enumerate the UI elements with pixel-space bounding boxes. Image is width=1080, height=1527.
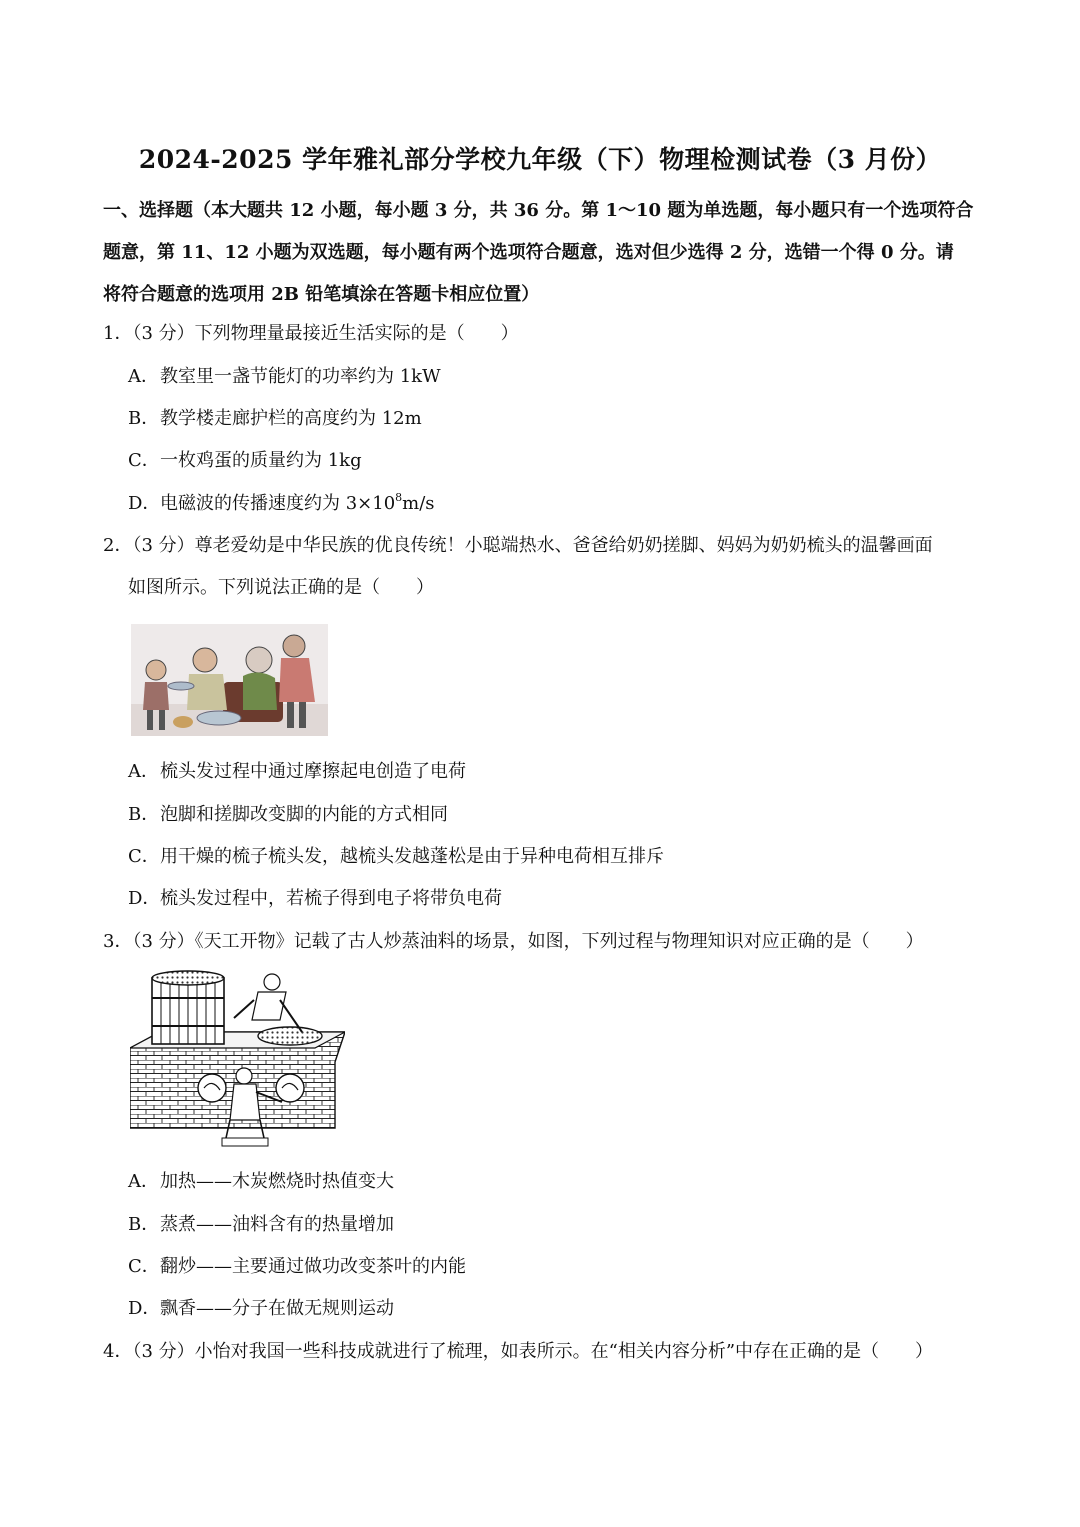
option-letter: C． xyxy=(128,1256,160,1277)
question-3-option-d xyxy=(128,1288,394,1330)
option-exponent: 8 xyxy=(395,491,403,504)
stove-opening xyxy=(276,1074,304,1102)
option-letter: A． xyxy=(128,366,159,387)
steamer-top xyxy=(152,971,224,985)
option-letter: C． xyxy=(128,450,160,471)
question-1-option-b xyxy=(128,398,422,440)
option-letter: D． xyxy=(128,493,161,514)
section-instructions xyxy=(103,190,983,316)
mom-body xyxy=(279,658,315,702)
water-basin xyxy=(197,711,241,725)
cat xyxy=(173,716,193,728)
question-4-stem: 4．（3 分）小怡对我国一些科技成就进行了梳理，如表所示。在“相关内容分析”中存在正确的是（ ） xyxy=(103,1341,934,1362)
mom-leg xyxy=(287,702,294,728)
section-line: 题意，第 11、12 小题为双选题，每小题有两个选项符合题意，选对但少选得 2 分，选错一个得 0 分。请 xyxy=(103,242,954,263)
dad-body xyxy=(187,674,227,710)
question-3-option-c xyxy=(128,1246,466,1288)
crouching-worker-body xyxy=(230,1084,260,1120)
option-text-after: m/s xyxy=(402,493,435,514)
question-3-stem: 3．（3 分）《天工开物》记载了古人炒蒸油料的场景，如图，下列过程与物理知识对应正确的是（ ） xyxy=(103,931,924,952)
crouching-worker-head xyxy=(236,1068,252,1084)
mom-leg xyxy=(299,702,306,728)
option-text: 一枚鸡蛋的质量约为 1kg xyxy=(160,450,362,471)
question-2-stem-cont: 如图所示。下列说法正确的是（ ） xyxy=(128,577,434,598)
frying-wok xyxy=(258,1027,322,1045)
option-letter: B． xyxy=(128,1214,160,1235)
option-text: 梳头发过程中，若梳子得到电子将带负电荷 xyxy=(160,888,502,909)
option-letter: D． xyxy=(128,1298,161,1319)
option-letter: A． xyxy=(128,1171,159,1192)
grandma-head xyxy=(246,647,272,673)
option-letter: A． xyxy=(128,761,159,782)
bowl xyxy=(168,682,194,690)
footstool xyxy=(222,1138,268,1146)
option-text: 飘香——分子在做无规则运动 xyxy=(160,1298,394,1319)
question-2-stem: 2．（3 分）尊老爱幼是中华民族的优良传统！小聪端热水、爸爸给奶奶搓脚、妈妈为奶奶梳头的温馨画面 xyxy=(103,535,933,556)
question-3-option-b xyxy=(128,1204,394,1246)
grandma-body xyxy=(243,672,277,710)
worker-body xyxy=(252,992,286,1020)
boy-head xyxy=(146,660,166,680)
family-illustration xyxy=(131,624,328,736)
question-2-option-c xyxy=(128,836,664,878)
question-2-option-a xyxy=(128,751,466,793)
page-title: 2024-2025 学年雅礼部分学校九年级（下）物理检测试卷（3 月份） xyxy=(138,145,942,174)
question-1-option-d xyxy=(128,483,435,525)
option-letter: B． xyxy=(128,804,160,825)
question-2-option-b xyxy=(128,794,448,836)
boy-leg xyxy=(147,710,153,730)
option-text: 蒸煮——油料含有的热量增加 xyxy=(160,1214,394,1235)
option-text: 用干燥的梳子梳头发，越梳头发越蓬松是由于异种电荷相互排斥 xyxy=(160,846,664,867)
option-letter: B． xyxy=(128,408,160,429)
question-2-option-d xyxy=(128,878,502,920)
option-letter: C． xyxy=(128,846,160,867)
section-line: 将符合题意的选项用 2B 铅笔填涂在答题卡相应位置） xyxy=(103,284,540,305)
worker-head xyxy=(264,974,280,990)
option-text: 泡脚和搓脚改变脚的内能的方式相同 xyxy=(160,804,448,825)
boy-body xyxy=(143,682,169,710)
option-text: 教室里一盏节能灯的功率约为 1kW xyxy=(160,366,441,387)
question-1-option-c xyxy=(128,440,362,482)
option-text-before: 电磁波的传播速度约为 3×10 xyxy=(160,493,396,514)
section-line: 一、选择题（本大题共 12 小题，每小题 3 分，共 36 分。第 1～10 题为单选题，每小题只有一个选项符合 xyxy=(103,200,974,221)
question-3-option-a xyxy=(128,1161,394,1203)
stove-opening xyxy=(198,1074,226,1102)
option-letter: D． xyxy=(128,888,161,909)
option-text: 翻炒——主要通过做功改变茶叶的内能 xyxy=(160,1256,466,1277)
question-1-option-a xyxy=(128,356,441,398)
mom-head xyxy=(283,635,305,657)
ancient-stove-illustration xyxy=(130,970,345,1155)
question-1-stem: 1．（3 分）下列物理量最接近生活实际的是（ ） xyxy=(103,323,519,344)
option-text: 教学楼走廊护栏的高度约为 12m xyxy=(160,408,422,429)
option-text: 梳头发过程中通过摩擦起电创造了电荷 xyxy=(160,761,466,782)
boy-leg xyxy=(159,710,165,730)
option-text: 加热——木炭燃烧时热值变大 xyxy=(160,1171,394,1192)
dad-head xyxy=(193,648,217,672)
